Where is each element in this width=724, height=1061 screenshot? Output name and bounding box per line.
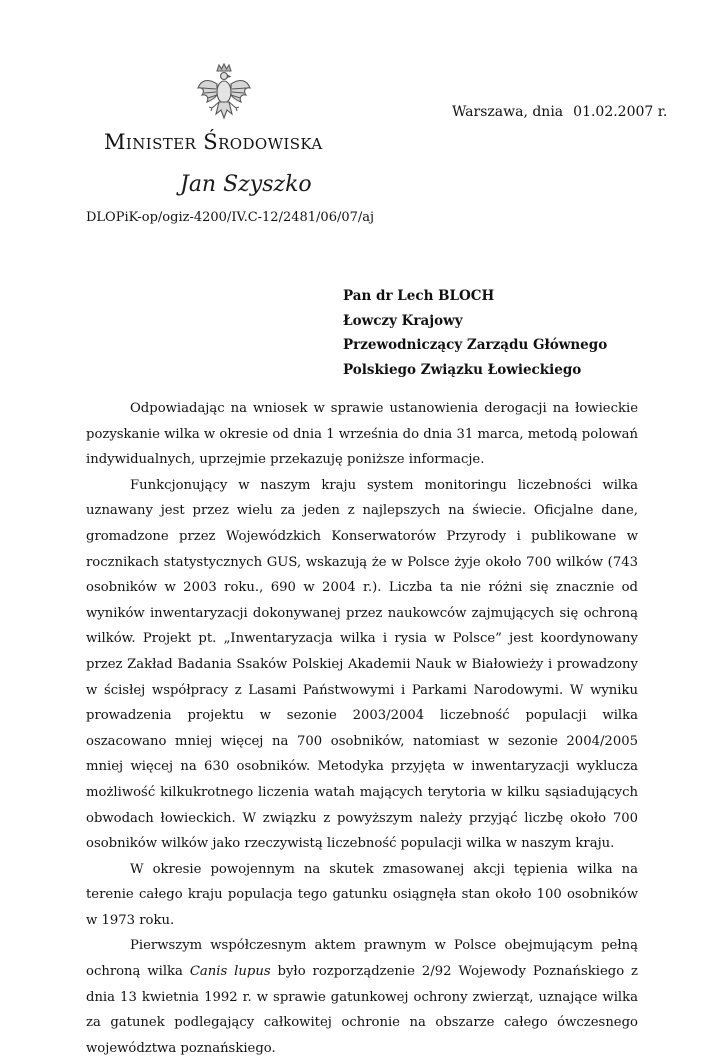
place-and-date xyxy=(452,104,667,120)
addressee-line: Łowczy Krajowy xyxy=(343,312,463,329)
reference-number: DLOPiK-op/ogiz-4200/IV.C-12/2481/06/07/aj xyxy=(86,210,375,225)
date-value: 01.02.2007 r. xyxy=(573,104,668,120)
place-date-label: Warszawa, dnia xyxy=(452,104,564,120)
paragraph-text: było rozporządzenie 2/92 Wojewody Poznańskiego z dnia 13 kwietnia 1992 r. w sprawie gatunkowej ochrony zwierząt, uznające wilka za gatunek podlegający całkowitej ochronie na obszarze całego ówczesnego województwa poznańskiego. xyxy=(86,964,639,1056)
body-paragraph: Funkcjonujący w naszym kraju system monitoringu liczebności wilka uznawany jest przez wielu za jeden z najlepszych na świecie. Oficjalne dane, gromadzone przez Wojewódzkich Konserwatorów Przyrody i publikowane w rocznikach statystycznych GUS, wskazują że w Polsce żyje około 700 wilków (743 osobników w 2003 roku., 690 w 2004 r.). Liczba ta nie różni się znacznie od wyników inwentaryzacji dokonywanej przez naukowców zajmujących się ochroną wilków. Projekt pt. „Inwentaryzacja wilka i rysia w Polsce” jest koordynowany przez Zakład Badania Ssaków Polskiej Akademii Nauk w Białowieży i prowadzony w ścisłej współpracy z Lasami Państwowymi i Parkami Narodowymi. W wyniku prowadzenia projektu w sezonie 2003/2004 liczebność populacji wilka oszacowano mniej więcej na 700 osobników, natomiast w sezonie 2004/2005 mniej więcej na 630 osobników. Metodyka przyjęta w inwentaryzacji wyklucza możliwość kilkukrotnego liczenia watah mających terytoria w kilku sąsiadujących obwodach łowieckich. W związku z powyższym należy przyjąć liczbę około 700 osobników wilków jako rzeczywistą liczebność populacji wilka w naszym kraju. xyxy=(86,477,638,852)
body-paragraph: Odpowiadając na wniosek w sprawie ustanowienia derogacji na łowieckie pozyskanie wilka w okresie od dnia 1 września do dnia 31 marca, metodą polowań indywidualnych, uprzejmie przekazuję poniższe informacje. xyxy=(86,401,638,468)
addressee-line: Przewodniczący Zarządu Głównego xyxy=(343,337,608,353)
body-paragraph xyxy=(86,933,638,1061)
addressee-block xyxy=(343,284,607,382)
polish-eagle-emblem-icon xyxy=(196,62,252,124)
body-paragraph: W okresie powojennym na skutek zmasowanej akcji tępienia wilka na terenie całego kraju populacja tego gatunku osiągnęła stan około 100 osobników w 1973 roku. xyxy=(86,861,638,928)
letter-body xyxy=(86,396,638,1061)
addressee-line: Polskiego Związku Łowieckiego xyxy=(343,361,582,378)
office-title: Minister Środowiska xyxy=(104,130,323,154)
signature: Jan Szyszko xyxy=(180,172,312,197)
paragraph-text: Pierwszym współczesnym aktem prawnym w Polsce obejmującym pełną ochroną wilka xyxy=(86,938,638,980)
species-name: Canis lupus xyxy=(189,964,271,980)
addressee-line: Pan dr Lech BLOCH xyxy=(343,288,495,304)
